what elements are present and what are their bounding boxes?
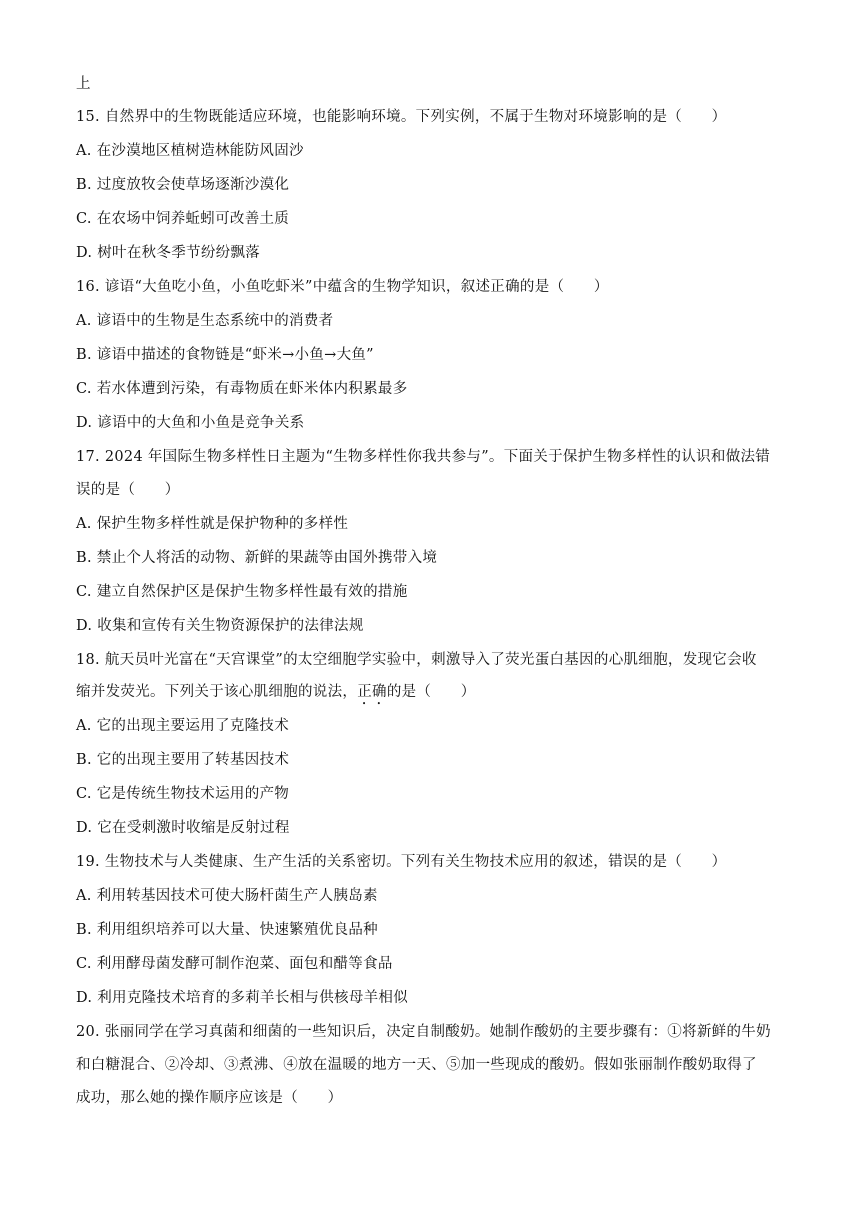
question-19-option-b: B. 利用组织培养可以大量、快速繁殖优良品种 — [76, 922, 378, 938]
question-16-option-c: C. 若水体遭到污染，有毒物质在虾米体内积累最多 — [76, 381, 408, 397]
stem-text: 缩并发荧光。下列关于该心肌细胞的说法， — [76, 684, 358, 700]
question-18-option-b: B. 它的出现主要用了转基因技术 — [76, 752, 290, 768]
question-15-option-b: B. 过度放牧会使草场逐渐沙漠化 — [76, 177, 290, 193]
carry-over-line: 上 — [76, 76, 91, 92]
question-19-option-c: C. 利用酵母菌发酵可制作泡菜、面包和醋等食品 — [76, 956, 393, 972]
question-16-option-b: B. 谚语中描述的食物链是“虾米→小鱼→大鱼” — [76, 347, 374, 363]
question-16-option-d: D. 谚语中的大鱼和小鱼是竞争关系 — [76, 415, 305, 431]
stem-text-end: 的是（ ） — [386, 684, 476, 700]
question-18-option-a: A. 它的出现主要运用了克隆技术 — [76, 718, 289, 734]
question-19-option-a: A. 利用转基因技术可使大肠杆菌生产人胰岛素 — [76, 888, 378, 904]
question-19-stem: 19. 生物技术与人类健康、生产生活的关系密切。下列有关生物技术应用的叙述，错误的是（ ） — [76, 854, 727, 870]
question-15-option-a: A. 在沙漠地区植树造林能防风固沙 — [76, 143, 304, 159]
question-16-stem: 16. 谚语“大鱼吃小鱼，小鱼吃虾米”中蕴含的生物学知识，叙述正确的是（ ） — [76, 279, 609, 295]
question-19-option-d: D. 利用克隆技术培育的多莉羊长相与供核母羊相似 — [76, 990, 409, 1006]
question-15-stem: 15. 自然界中的生物既能适应环境，也能影响环境。下列实例，不属于生物对环境影响的是（ ） — [76, 109, 727, 125]
question-17-option-a: A. 保护生物多样性就是保护物种的多样性 — [76, 516, 349, 532]
question-16-option-a: A. 谚语中的生物是生态系统中的消费者 — [76, 313, 334, 329]
question-17-stem-line-2: 误的是（ ） — [76, 482, 180, 498]
question-20-stem-line-2: 和白糖混合、②冷却、③煮沸、④放在温暖的地方一天、⑤加一些现成的酸奶。假如张丽制作酸奶取得了 — [76, 1057, 757, 1073]
question-18-option-c: C. 它是传统生物技术运用的产物 — [76, 786, 290, 802]
question-15-option-d: D. 树叶在秋冬季节纷纷飘落 — [76, 245, 261, 261]
question-20-stem-line-1: 20. 张丽同学在学习真菌和细菌的一些知识后，决定自制酸奶。她制作酸奶的主要步骤有：①将新鲜的牛奶 — [76, 1024, 771, 1040]
question-17-stem-line-1: 17. 2024 年国际生物多样性日主题为“生物多样性你我共参与”。下面关于保护生物多样性的认识和做法错 — [76, 449, 771, 465]
question-18-option-d: D. 它在受刺激时收缩是反射过程 — [76, 820, 290, 836]
question-17-option-b: B. 禁止个人将活的动物、新鲜的果蔬等由国外携带入境 — [76, 550, 438, 566]
question-17-option-c: C. 建立自然保护区是保护生物多样性最有效的措施 — [76, 584, 408, 600]
question-15-option-c: C. 在农场中饲养蚯蚓可改善土质 — [76, 211, 290, 227]
question-20-stem-line-3: 成功，那么她的操作顺序应该是（ ） — [76, 1090, 343, 1106]
question-18-stem-line-1: 18. 航天员叶光富在“天宫课堂”的太空细胞学实验中，刺激导入了荧光蛋白基因的心肌细胞，发现它会收 — [76, 652, 757, 668]
question-17-option-d: D. 收集和宣传有关生物资源保护的法律法规 — [76, 618, 364, 634]
question-18-stem-line-2 — [76, 682, 476, 708]
emphasized-word: 正确 — [357, 684, 387, 700]
